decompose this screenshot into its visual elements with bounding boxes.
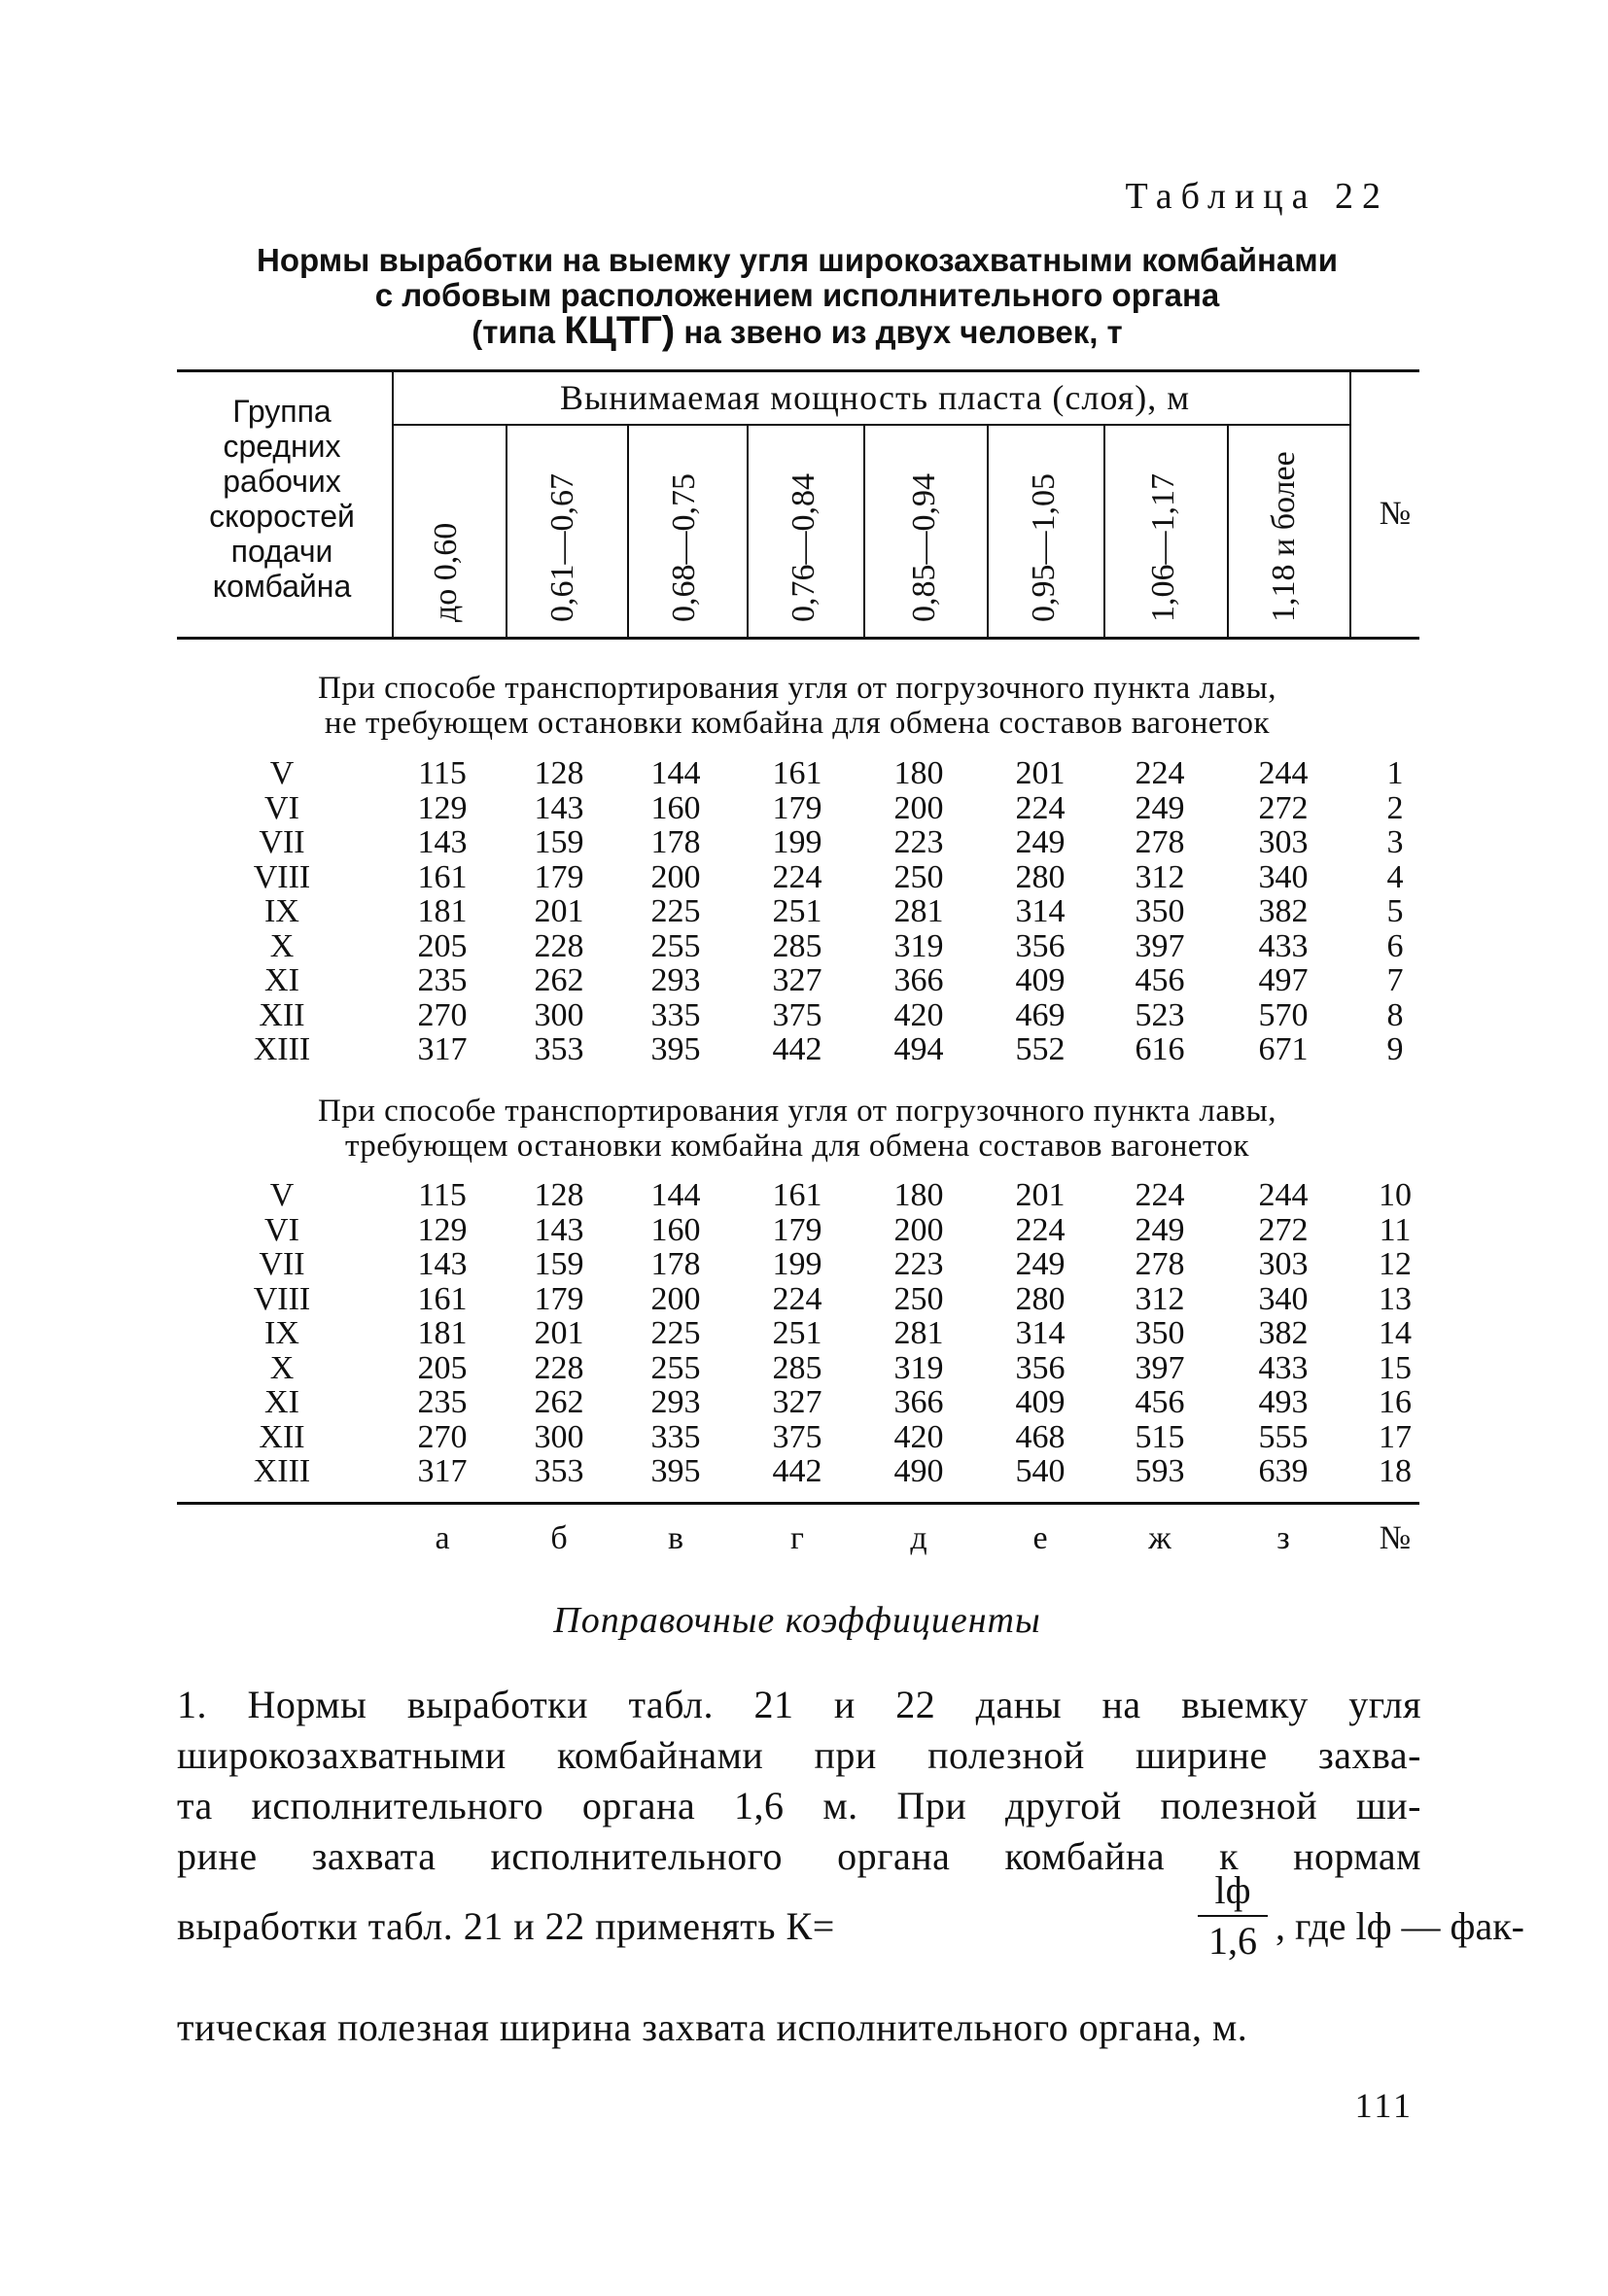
row-number-cell: 15 (1379, 1349, 1412, 1386)
formula-prefix: выработки табл. 21 и 22 применять К= (177, 1904, 835, 1948)
table-bottom-rule (177, 1502, 1419, 1505)
value-cell: 350 (1135, 893, 1185, 929)
value-cell: 225 (650, 893, 701, 929)
table-heading (180, 243, 1415, 350)
value-cell: 160 (650, 1211, 701, 1248)
row-number-cell: 8 (1386, 996, 1404, 1033)
value-cell: 327 (772, 1384, 822, 1420)
value-cell: 285 (772, 927, 822, 964)
speed-group-cell: X (269, 927, 295, 964)
row-number-cell: 6 (1386, 927, 1404, 964)
value-cell: 409 (1015, 962, 1066, 998)
value-cell: 199 (772, 1246, 822, 1282)
value-cell: 160 (650, 789, 701, 826)
speed-group-cell: V (269, 755, 295, 791)
value-cell: 442 (772, 1453, 822, 1489)
value-cell: 442 (772, 1031, 822, 1067)
value-cell: 356 (1015, 1349, 1066, 1386)
value-cell: 205 (417, 1349, 468, 1386)
table-row (0, 1454, 1608, 1489)
value-cell: 262 (534, 1384, 584, 1420)
table-row (0, 963, 1608, 998)
value-cell: 281 (893, 1315, 944, 1351)
column-letter: в (667, 1520, 684, 1556)
value-cell: 201 (534, 1315, 584, 1351)
value-cell: 144 (650, 755, 701, 791)
row-number-cell: 17 (1379, 1418, 1412, 1455)
speed-group-cell: V (269, 1177, 295, 1213)
power-header-rule (392, 424, 1349, 426)
value-cell: 244 (1258, 755, 1309, 791)
table-row (0, 1247, 1608, 1282)
fraction-denominator: 1,6 (1208, 1919, 1257, 1963)
table-row (0, 825, 1608, 860)
row-number-cell: 11 (1379, 1211, 1412, 1248)
header-bottom-rule (177, 637, 1419, 640)
value-cell: 244 (1258, 1177, 1309, 1213)
value-cell: 314 (1015, 893, 1066, 929)
column-letter: б (550, 1520, 568, 1556)
value-cell: 235 (417, 962, 468, 998)
value-cell: 179 (772, 1211, 822, 1248)
value-cell: 540 (1015, 1453, 1066, 1489)
value-cell: 616 (1135, 1031, 1185, 1067)
value-cell: 272 (1258, 1211, 1309, 1248)
value-cell: 570 (1258, 996, 1309, 1033)
row-number-cell: 13 (1379, 1280, 1412, 1317)
column-header-3: 0,76—0,84 (786, 473, 821, 622)
value-cell: 143 (417, 824, 468, 860)
value-cell: 317 (417, 1453, 468, 1489)
value-cell: 224 (1135, 1177, 1185, 1213)
value-cell: 200 (650, 858, 701, 895)
row-number-cell: 1 (1386, 755, 1404, 791)
value-cell: 129 (417, 789, 468, 826)
column-letter: е (1032, 1520, 1048, 1556)
value-cell: 225 (650, 1315, 701, 1351)
column-letters-row (0, 1521, 1608, 1556)
value-cell: 224 (1015, 789, 1066, 826)
value-cell: 249 (1015, 1246, 1066, 1282)
value-cell: 395 (650, 1453, 701, 1489)
value-cell: 300 (534, 1418, 584, 1455)
value-cell: 129 (417, 1211, 468, 1248)
value-cell: 180 (893, 755, 944, 791)
value-cell: 224 (1135, 755, 1185, 791)
value-cell: 397 (1135, 1349, 1185, 1386)
value-cell: 224 (772, 858, 822, 895)
value-cell: 494 (893, 1031, 944, 1067)
value-cell: 143 (417, 1246, 468, 1282)
value-cell: 552 (1015, 1031, 1066, 1067)
value-cell: 255 (650, 1349, 701, 1386)
value-cell: 340 (1258, 858, 1309, 895)
speed-group-cell: IX (264, 1315, 299, 1351)
column-letter: а (435, 1520, 450, 1556)
table-row (0, 894, 1608, 929)
speed-group-cell: XII (259, 996, 305, 1033)
value-cell: 639 (1258, 1453, 1309, 1489)
column-header-6: 1,06—1,17 (1145, 473, 1181, 622)
column-header-5: 0,95—1,05 (1026, 473, 1062, 622)
value-cell: 161 (417, 858, 468, 895)
value-cell: 270 (417, 996, 468, 1033)
value-cell: 671 (1258, 1031, 1309, 1067)
value-cell: 353 (534, 1031, 584, 1067)
value-cell: 312 (1135, 1280, 1185, 1317)
row-number-cell: 10 (1379, 1177, 1412, 1213)
value-cell: 335 (650, 1418, 701, 1455)
paragraph-line: широкозахватными комбайнами при полезной ширине захва- (177, 1733, 1421, 1777)
value-cell: 200 (893, 789, 944, 826)
value-cell: 144 (650, 1177, 701, 1213)
speed-group-cell: VIII (253, 1280, 311, 1317)
value-cell: 382 (1258, 893, 1309, 929)
value-cell: 228 (534, 927, 584, 964)
value-cell: 143 (534, 789, 584, 826)
paragraph-line: рине захвата исполнительного органа комбайна к нормам (177, 1834, 1421, 1878)
table-row (0, 1178, 1608, 1213)
value-cell: 249 (1135, 1211, 1185, 1248)
value-cell: 281 (893, 893, 944, 929)
value-cell: 303 (1258, 824, 1309, 860)
column-letter: ж (1148, 1520, 1171, 1556)
value-cell: 249 (1015, 824, 1066, 860)
column-header-2: 0,68—0,75 (666, 473, 702, 622)
column-header-7: 1,18 и более (1266, 451, 1302, 622)
value-cell: 201 (1015, 755, 1066, 791)
section-1-caption: При способе транспортирования угля от погрузочного пункта лавы, не требующем остановки комбайна для обмена составов вагонеток (317, 671, 1277, 741)
value-cell: 161 (772, 755, 822, 791)
value-cell: 115 (418, 1177, 467, 1213)
value-cell: 180 (893, 1177, 944, 1213)
value-cell: 200 (893, 1211, 944, 1248)
number-header: № (1379, 496, 1412, 532)
value-cell: 300 (534, 996, 584, 1033)
table-row (0, 998, 1608, 1033)
value-cell: 420 (893, 996, 944, 1033)
value-cell: 181 (417, 893, 468, 929)
value-cell: 314 (1015, 1315, 1066, 1351)
paragraph-body (177, 1680, 1421, 1882)
value-cell: 312 (1135, 858, 1185, 895)
row-number-cell: 12 (1379, 1246, 1412, 1282)
value-cell: 433 (1258, 1349, 1309, 1386)
value-cell: 350 (1135, 1315, 1185, 1351)
value-cell: 317 (417, 1031, 468, 1067)
value-cell: 179 (534, 858, 584, 895)
value-cell: 228 (534, 1349, 584, 1386)
speed-group-cell: VII (259, 1246, 305, 1282)
speed-group-cell: XII (259, 1418, 305, 1455)
table-row (0, 791, 1608, 826)
table-row (0, 929, 1608, 964)
formula-line (177, 1866, 1524, 1973)
value-cell: 249 (1135, 789, 1185, 826)
value-cell: 250 (893, 1280, 944, 1317)
table-top-rule (177, 369, 1419, 372)
row-number-cell: 18 (1379, 1453, 1412, 1489)
speed-group-cell: X (269, 1349, 295, 1386)
value-cell: 319 (893, 1349, 944, 1386)
section-subtitle: Поправочные коэффициенты (553, 1600, 1041, 1641)
value-cell: 395 (650, 1031, 701, 1067)
value-cell: 205 (417, 927, 468, 964)
value-cell: 285 (772, 1349, 822, 1386)
value-cell: 159 (534, 1246, 584, 1282)
row-number-cell: 7 (1386, 962, 1404, 998)
row-number-cell: 16 (1379, 1384, 1412, 1420)
table-row (0, 756, 1608, 791)
table-row (0, 860, 1608, 895)
row-number-cell: 3 (1386, 824, 1404, 860)
value-cell: 468 (1015, 1418, 1066, 1455)
value-cell: 159 (534, 824, 584, 860)
table-row (0, 1385, 1608, 1420)
value-cell: 115 (418, 755, 467, 791)
value-cell: 335 (650, 996, 701, 1033)
value-cell: 456 (1135, 962, 1185, 998)
value-cell: 293 (650, 1384, 701, 1420)
power-header: Вынимаемая мощность пласта (слоя), м (560, 378, 1190, 417)
value-cell: 353 (534, 1453, 584, 1489)
value-cell: 515 (1135, 1418, 1185, 1455)
speed-group-cell: IX (264, 893, 299, 929)
table-row (0, 1213, 1608, 1248)
heading-line-3: (типа КЦТГ) на звено из двух человек, т (472, 309, 1123, 352)
value-cell: 255 (650, 927, 701, 964)
value-cell: 251 (772, 893, 822, 929)
group-header: Группа средних рабочих скоростей подачи комбайна (209, 394, 355, 604)
column-letter: з (1276, 1520, 1290, 1556)
speed-group-cell: VIII (253, 858, 311, 895)
value-cell: 128 (534, 1177, 584, 1213)
value-cell: 201 (534, 893, 584, 929)
table-row (0, 1032, 1608, 1067)
value-cell: 469 (1015, 996, 1066, 1033)
value-cell: 272 (1258, 789, 1309, 826)
heading-line-2: с лобовым расположением исполнительного органа (374, 277, 1220, 313)
value-cell: 270 (417, 1418, 468, 1455)
table-label: Таблица 22 (1125, 176, 1389, 217)
value-cell: 293 (650, 962, 701, 998)
value-cell: 497 (1258, 962, 1309, 998)
paragraph-line: 1. Нормы выработки табл. 21 и 22 даны на выемку угля (177, 1683, 1421, 1726)
value-cell: 224 (1015, 1211, 1066, 1248)
value-cell: 382 (1258, 1315, 1309, 1351)
section-2-caption: При способе транспортирования угля от погрузочного пункта лавы, требующем остановки комбайна для обмена составов вагонеток (317, 1094, 1277, 1164)
speed-group-cell: VI (264, 1211, 299, 1248)
paragraph-line: та исполнительного органа 1,6 м. При другой полезной ши- (177, 1784, 1421, 1827)
row-number-cell: 9 (1386, 1031, 1404, 1067)
value-cell: 278 (1135, 824, 1185, 860)
value-cell: 199 (772, 824, 822, 860)
speed-group-cell: XI (264, 1384, 299, 1420)
value-cell: 128 (534, 755, 584, 791)
row-number-cell: 2 (1386, 789, 1404, 826)
value-cell: 490 (893, 1453, 944, 1489)
value-cell: 200 (650, 1280, 701, 1317)
value-cell: 366 (893, 962, 944, 998)
column-letter: № (1379, 1520, 1412, 1556)
column-header-0: до 0,60 (428, 522, 464, 622)
formula-suffix: , где lф — фак- (1276, 1904, 1524, 1948)
speed-group-cell: XI (264, 962, 299, 998)
value-cell: 523 (1135, 996, 1185, 1033)
value-cell: 397 (1135, 927, 1185, 964)
value-cell: 340 (1258, 1280, 1309, 1317)
value-cell: 161 (417, 1280, 468, 1317)
value-cell: 420 (893, 1418, 944, 1455)
value-cell: 456 (1135, 1384, 1185, 1420)
value-cell: 143 (534, 1211, 584, 1248)
paragraph-last-line: тическая полезная ширина захвата исполнительного органа, м. (177, 2005, 1248, 2049)
speed-group-cell: XIII (253, 1453, 311, 1489)
value-cell: 375 (772, 996, 822, 1033)
table-row (0, 1351, 1608, 1386)
value-cell: 555 (1258, 1418, 1309, 1455)
value-cell: 235 (417, 1384, 468, 1420)
value-cell: 593 (1135, 1453, 1185, 1489)
value-cell: 161 (772, 1177, 822, 1213)
value-cell: 493 (1258, 1384, 1309, 1420)
speed-group-cell: VII (259, 824, 305, 860)
value-cell: 178 (650, 824, 701, 860)
value-cell: 280 (1015, 1280, 1066, 1317)
value-cell: 280 (1015, 858, 1066, 895)
value-cell: 375 (772, 1418, 822, 1455)
value-cell: 327 (772, 962, 822, 998)
speed-group-cell: VI (264, 789, 299, 826)
fraction-numerator: lф (1214, 1868, 1251, 1912)
value-cell: 181 (417, 1315, 468, 1351)
header-divider-group (392, 371, 394, 637)
value-cell: 223 (893, 824, 944, 860)
column-letter: д (910, 1520, 927, 1556)
value-cell: 224 (772, 1280, 822, 1317)
column-header-1: 0,61—0,67 (544, 473, 580, 622)
row-number-cell: 5 (1386, 893, 1404, 929)
value-cell: 303 (1258, 1246, 1309, 1282)
column-header-4: 0,85—0,94 (906, 473, 942, 622)
row-number-cell: 14 (1379, 1315, 1412, 1351)
table-row (0, 1316, 1608, 1351)
value-cell: 356 (1015, 927, 1066, 964)
value-cell: 409 (1015, 1384, 1066, 1420)
table-row (0, 1282, 1608, 1317)
value-cell: 223 (893, 1246, 944, 1282)
value-cell: 278 (1135, 1246, 1185, 1282)
value-cell: 251 (772, 1315, 822, 1351)
page-number: 111 (1354, 2086, 1414, 2125)
value-cell: 319 (893, 927, 944, 964)
value-cell: 250 (893, 858, 944, 895)
formula-fraction (1198, 1866, 1268, 1966)
heading-line-1: Нормы выработки на выемку угля широкозахватными комбайнами (257, 242, 1338, 278)
value-cell: 366 (893, 1384, 944, 1420)
value-cell: 262 (534, 962, 584, 998)
speed-group-cell: XIII (253, 1031, 311, 1067)
column-letter: г (790, 1520, 804, 1556)
value-cell: 178 (650, 1246, 701, 1282)
value-cell: 179 (534, 1280, 584, 1317)
row-number-cell: 4 (1386, 858, 1404, 895)
table-row (0, 1420, 1608, 1455)
value-cell: 433 (1258, 927, 1309, 964)
value-cell: 179 (772, 789, 822, 826)
value-cell: 201 (1015, 1177, 1066, 1213)
